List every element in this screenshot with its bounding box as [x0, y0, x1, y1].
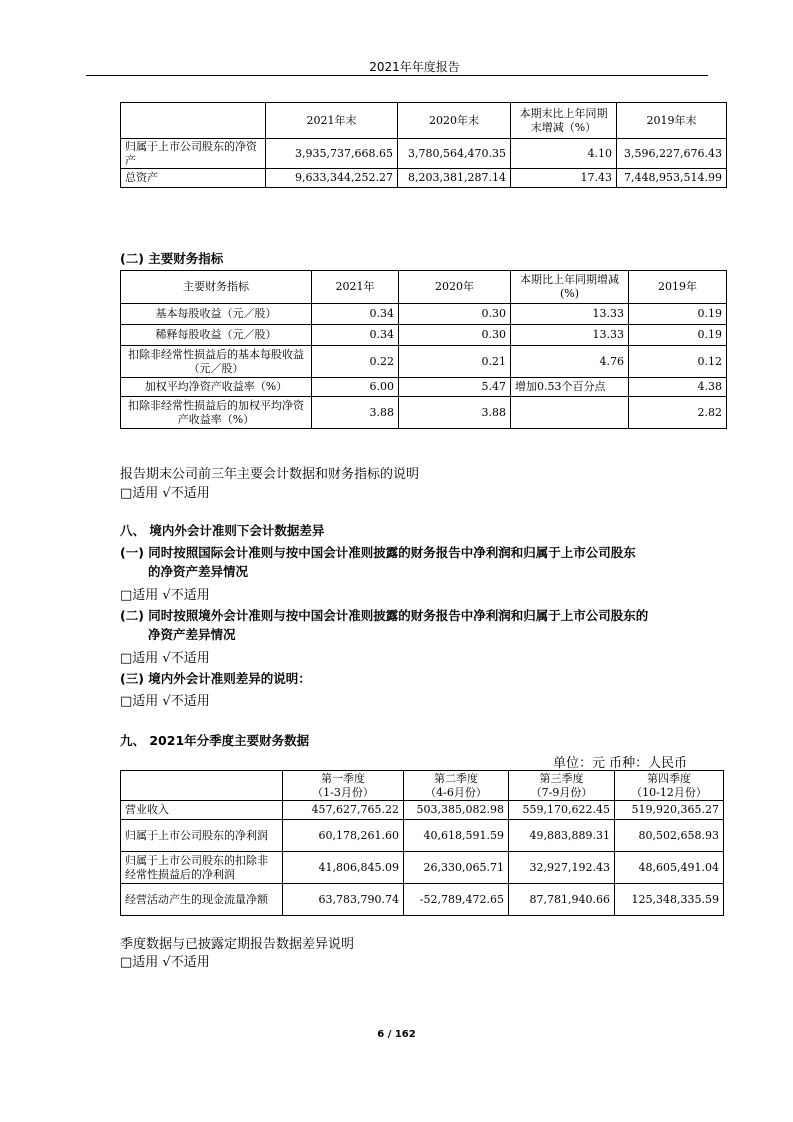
section-title: 八、 境内外会计准则下会计数据差异: [120, 523, 325, 538]
table-row: [121, 852, 724, 884]
applicability-option: □适用 √不适用: [120, 651, 210, 666]
table-cell: 13.33: [511, 325, 629, 346]
subsection-title: (三) 境内外会计准则差异的说明：: [120, 671, 311, 686]
table-cell: 63,783,790.74: [283, 884, 404, 916]
subsection-title-cont: 的净资产差异情况: [148, 564, 249, 579]
row-label: 归属于上市公司股东的扣除非经常性损益后的净利润: [121, 852, 283, 884]
table-row: [121, 801, 724, 820]
table-header-cell: [283, 771, 404, 801]
quarter-months: （10-12月份）: [631, 785, 707, 799]
table-header-cell: 本期比上年同期增减(%): [511, 271, 629, 304]
table-cell: 13.33: [511, 304, 629, 325]
subsection-title: (一) 同时按照国际会计准则与按中国会计准则披露的财务报告中净利润和归属于上市公司股东: [120, 545, 636, 560]
table-cell: 519,920,365.27: [615, 801, 724, 820]
table-header-cell: 2019年: [629, 271, 727, 304]
table-header-cell: [404, 771, 509, 801]
assets-table: [120, 102, 727, 188]
quarterly-data-table: [120, 770, 724, 916]
table-cell: 87,781,940.66: [509, 884, 615, 916]
table-cell: 0.30: [399, 304, 511, 325]
page-number: 6 / 162: [377, 1029, 416, 1040]
row-label: 归属于上市公司股东的净利润: [121, 820, 283, 852]
table-cell: [511, 397, 629, 429]
table-header-cell: 2020年: [399, 271, 511, 304]
table-cell: 0.21: [399, 346, 511, 378]
table-cell: 49,883,889.31: [509, 820, 615, 852]
table-cell: 4.10: [511, 139, 617, 169]
quarter-months: （4-6月份）: [425, 785, 487, 799]
table-cell: 48,605,491.04: [615, 852, 724, 884]
table-header-cell: [615, 771, 724, 801]
table-row: [121, 139, 727, 169]
quarter-name: 第四季度: [647, 771, 691, 785]
table-cell: 3,596,227,676.43: [617, 139, 727, 169]
quarter-name: 第一季度: [321, 771, 365, 785]
table-cell: 4.38: [629, 378, 727, 397]
table-cell: 3,935,737,668.65: [266, 139, 398, 169]
table-cell: 17.43: [511, 169, 617, 188]
table-cell: 9,633,344,252.27: [266, 169, 398, 188]
table-cell: 3.88: [399, 397, 511, 429]
table-cell: 2.82: [629, 397, 727, 429]
table-row: [121, 820, 724, 852]
section-title: 九、 2021年分季度主要财务数据: [120, 733, 310, 748]
applicability-option: □适用 √不适用: [120, 588, 210, 603]
table-row: [121, 325, 727, 346]
table-header-cell: 2021年末: [266, 103, 398, 139]
table-cell: 0.19: [629, 304, 727, 325]
financial-indicators-table: [120, 270, 727, 429]
header-divider: [86, 75, 708, 76]
row-label: 营业收入: [121, 801, 283, 820]
table-row: [121, 304, 727, 325]
table-cell: 0.22: [312, 346, 399, 378]
row-label: 总资产: [121, 169, 266, 188]
table-cell: 40,618,591.59: [404, 820, 509, 852]
table-cell: 8,203,381,287.14: [398, 169, 511, 188]
table-cell: 0.30: [399, 325, 511, 346]
quarter-data-explanation: 季度数据与已披露定期报告数据差异说明: [120, 937, 355, 952]
report-header-title: 2021年年度报告: [369, 60, 460, 74]
table-cell: -52,789,472.65: [404, 884, 509, 916]
subsection-title-cont: 净资产差异情况: [148, 627, 236, 642]
row-label: 稀释每股收益（元／股）: [121, 325, 312, 346]
table-cell: 32,927,192.43: [509, 852, 615, 884]
row-label: 经营活动产生的现金流量净额: [121, 884, 283, 916]
section-title: (二) 主要财务指标: [120, 251, 224, 266]
table-row: [121, 346, 727, 378]
table-cell: 0.19: [629, 325, 727, 346]
table-row: [121, 169, 727, 188]
row-label: 归属于上市公司股东的净资产: [121, 139, 266, 169]
table-row: [121, 397, 727, 429]
table-header-cell: 主要财务指标: [121, 271, 312, 304]
table-header-cell: 2021年: [312, 271, 399, 304]
row-label: 扣除非经常性损益后的加权平均净资产收益率（%）: [121, 397, 312, 429]
table-cell: 增加0.53个百分点: [511, 378, 629, 397]
table-cell: 559,170,622.45: [509, 801, 615, 820]
row-label: 扣除非经常性损益后的基本每股收益（元／股）: [121, 346, 312, 378]
table-cell: 457,627,765.22: [283, 801, 404, 820]
table-cell: 0.34: [312, 304, 399, 325]
quarter-months: （1-3月份）: [312, 785, 374, 799]
table-cell: 60,178,261.60: [283, 820, 404, 852]
table-header-cell: 本期末比上年同期末增减（%）: [511, 103, 617, 139]
table-cell: 5.47: [399, 378, 511, 397]
applicability-option: □适用 √不适用: [120, 955, 210, 970]
table-cell: 26,330,065.71: [404, 852, 509, 884]
table-cell: 503,385,082.98: [404, 801, 509, 820]
table-header-cell: [509, 771, 615, 801]
row-label: 基本每股收益（元／股）: [121, 304, 312, 325]
table-cell: 80,502,658.93: [615, 820, 724, 852]
table-row: [121, 884, 724, 916]
table-cell: 7,448,953,514.99: [617, 169, 727, 188]
table-cell: 3.88: [312, 397, 399, 429]
quarter-months: （7-9月份）: [530, 785, 593, 799]
row-label: 加权平均净资产收益率（%）: [121, 378, 312, 397]
table-header-cell: [121, 771, 283, 801]
table-cell: 125,348,335.59: [615, 884, 724, 916]
table-row: [121, 378, 727, 397]
table-cell: 0.12: [629, 346, 727, 378]
indicators-explanation: 报告期末公司前三年主要会计数据和财务指标的说明: [120, 467, 420, 482]
unit-currency-label: 单位：元 币种：人民币: [553, 756, 688, 771]
quarter-name: 第三季度: [539, 771, 584, 785]
quarter-name: 第二季度: [434, 771, 478, 785]
subsection-title: (二) 同时按照境外会计准则与按中国会计准则披露的财务报告中净利润和归属于上市公司股东的: [120, 608, 649, 623]
table-cell: 6.00: [312, 378, 399, 397]
table-cell: 41,806,845.09: [283, 852, 404, 884]
table-cell: 0.34: [312, 325, 399, 346]
applicability-option: □适用 √不适用: [120, 486, 210, 501]
table-cell: 4.76: [511, 346, 629, 378]
table-header-cell: [121, 103, 266, 139]
table-header-cell: 2020年末: [398, 103, 511, 139]
table-cell: 3,780,564,470.35: [398, 139, 511, 169]
applicability-option: □适用 √不适用: [120, 694, 210, 709]
table-header-cell: 2019年末: [617, 103, 727, 139]
